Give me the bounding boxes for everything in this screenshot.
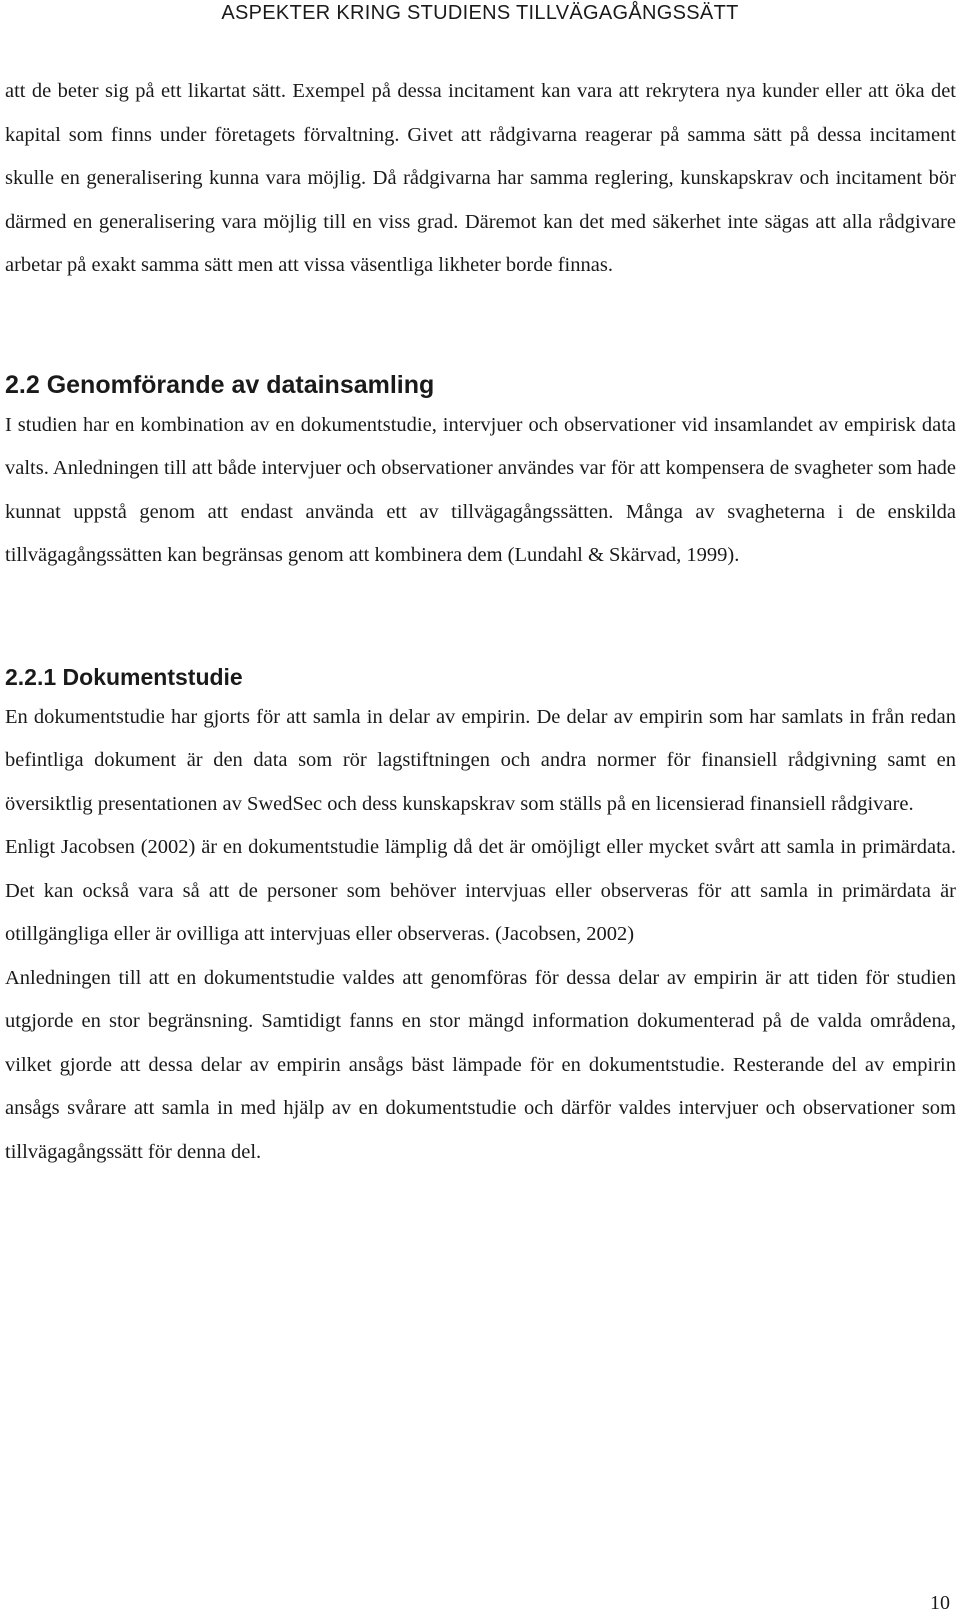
page-body xyxy=(5,70,956,1174)
section-paragraph: I studien har en kombination av en dokumentstudie, intervjuer och observationer vid insamlandet av empirisk data valts. Anledningen till att både intervjuer och observationer användes var för att kompensera de svagheter som hade kunnat uppstå genom att endast använda ett av tillvägagångssätten. Många av svagheterna i de enskilda tillvägagångssätten kan begränsas genom att kombinera dem (Lundahl & Skärvad, 1999). xyxy=(5,413,956,566)
subsection-heading: 2.2.1 Dokumentstudie xyxy=(5,663,243,690)
section-heading: 2.2 Genomförande av datainsamling xyxy=(5,370,435,399)
document-study-paragraph-3: Anledningen till att en dokumentstudie valdes att genomföras för dessa delar av empirin är att tiden för studien utgjorde en stor begränsning. Samtidigt fanns en stor mängd information dokumenterad på de valda områdena, vilket gjorde att dessa delar av empirin ansågs bäst lämpade för en dokumentstudie. Resterande del av empirin ansågs svårare att samla in med hjälp av en dokumentstudie och därför valdes intervjuer och observationer som tillvägagångssätt för denna del. xyxy=(5,966,956,1163)
document-study-paragraph-2: Enligt Jacobsen (2002) är en dokumentstudie lämplig då det är omöjligt eller mycket svårt att samla in primärdata. Det kan också vara så att de personer som behöver intervjuas eller observeras för att samla in primärdata är otillgängliga eller är ovilliga att intervjuas eller observeras. (Jacobsen, 2002) xyxy=(5,836,956,945)
running-header: ASPEKTER KRING STUDIENS TILLVÄGAGÅNGSSÄTT xyxy=(221,2,739,24)
page-number: 10 xyxy=(930,1592,950,1614)
intro-paragraph: att de beter sig på ett likartat sätt. Exempel på dessa incitament kan vara att rekrytera nya kunder eller att öka det kapital som finns under företagets förvaltning. Givet att rådgivarna reagerar på samma sätt på dessa incitament skulle en generalisering kunna vara möjlig. Då rådgivarna har samma reglering, kunskapskrav och incitament bör därmed en generalisering vara möjlig till en viss grad. Däremot kan det med säkerhet inte sägas att alla rådgivare arbetar på exakt samma sätt men att vissa väsentliga likheter borde finnas. xyxy=(5,80,956,276)
document-study-paragraph-1: En dokumentstudie har gjorts för att samla in delar av empirin. De delar av empirin som har samlats in från redan befintliga dokument är den data som rör lagstiftningen och andra normer för finansiell rådgivning samt en översiktlig presentationen av SwedSec och dess kunskapskrav som ställs på en licensierad finansiell rådgivare. xyxy=(5,705,956,815)
